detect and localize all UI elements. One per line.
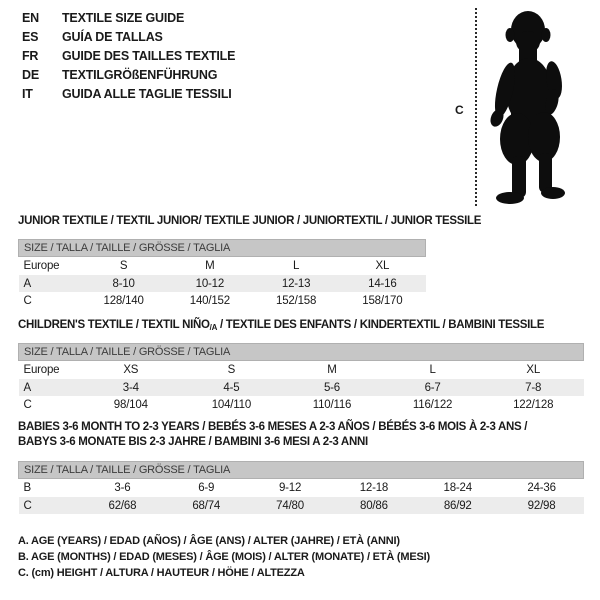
height-cell: 140/152 <box>189 294 230 307</box>
junior-table-title: JUNIOR TEXTILE / TEXTIL JUNIOR/ TEXTILE JUNIOR / JUNIORTEXTIL / JUNIOR TESSILE <box>18 215 482 227</box>
size-cell: L <box>429 364 436 376</box>
age-cell: 3-6 <box>114 482 131 494</box>
age-cell: 12-18 <box>359 482 389 494</box>
language-row <box>22 47 235 66</box>
table-row <box>19 275 426 292</box>
age-cell: 4-5 <box>181 379 282 396</box>
row-label: C <box>19 497 81 514</box>
table-row <box>19 396 584 413</box>
language-row <box>22 85 235 104</box>
babies-table-title <box>18 420 527 450</box>
size-header-bar: SIZE / TALLA / TAILLE / GRÖSSE / TAGLIA <box>19 462 584 479</box>
row-label: A <box>19 275 81 292</box>
language-code: FR <box>22 49 39 63</box>
height-cell: 86/92 <box>416 497 500 514</box>
language-row <box>22 66 235 85</box>
age-cell: 6-9 <box>198 482 215 494</box>
size-cell: M <box>327 364 337 376</box>
height-cell: 80/86 <box>332 497 416 514</box>
size-header-bar: SIZE / TALLA / TAILLE / GRÖSSE / TAGLIA <box>19 240 426 257</box>
childrens-size-table <box>18 343 584 413</box>
row-label: C <box>23 398 32 411</box>
height-cell: 116/122 <box>412 398 453 411</box>
note-age-years: A. AGE (YEARS) / EDAD (AÑOS) / ÂGE (ANS) / ALTER (JAHRE) / ETÀ (ANNI) <box>18 535 400 547</box>
size-header-bar: SIZE / TALLA / TAILLE / GRÖSSE / TAGLIA <box>19 344 584 361</box>
table-row <box>19 361 584 380</box>
size-cell: XL <box>375 260 390 272</box>
age-cell: 18-24 <box>443 482 472 494</box>
height-cell: 122/128 <box>513 398 554 411</box>
row-label: A <box>19 379 81 396</box>
table-row <box>19 257 426 276</box>
row-label: Europe <box>23 364 60 376</box>
height-cell: 74/80 <box>248 497 332 514</box>
childrens-table-title <box>18 319 544 332</box>
height-cell: 152/158 <box>276 294 317 307</box>
height-cell: 68/74 <box>164 497 248 514</box>
language-label: TEXTILE SIZE GUIDE <box>62 11 185 25</box>
row-label: C <box>23 294 32 307</box>
age-cell: 3-4 <box>81 379 182 396</box>
row-label: B <box>23 482 31 494</box>
size-cell: S <box>119 260 128 272</box>
height-cell: 92/98 <box>500 497 584 514</box>
height-measure-label: C <box>455 103 464 117</box>
size-cell: XS <box>123 364 139 376</box>
age-cell: 8-10 <box>81 275 167 292</box>
age-cell: 6-7 <box>382 379 483 396</box>
language-list <box>22 9 235 104</box>
size-cell: M <box>205 260 215 272</box>
language-label: GUÍA DE TALLAS <box>62 30 163 44</box>
title-line: BABYS 3-6 MONATE BIS 2-3 JAHRE / BAMBINI 3-6 MESI A 2-3 ANNI <box>18 436 368 448</box>
title-text: / TEXTILE DES ENFANTS / KINDERTEXTIL / BAMBINI TESSILE <box>217 319 545 331</box>
age-cell: 24-36 <box>527 482 556 494</box>
language-row <box>22 28 235 47</box>
toddler-silhouette-icon <box>483 6 589 208</box>
age-cell: 12-13 <box>253 275 339 292</box>
language-label: GUIDE DES TAILLES TEXTILE <box>62 49 236 63</box>
junior-size-table <box>18 239 426 309</box>
height-cell: 104/110 <box>211 398 252 411</box>
note-height-cm: C. (cm) HEIGHT / ALTURA / HAUTEUR / HÖHE / ALTEZZA <box>18 567 305 579</box>
age-cell: 10-12 <box>167 275 253 292</box>
age-cell: 5-6 <box>282 379 383 396</box>
height-cell: 110/116 <box>312 398 352 411</box>
language-code: ES <box>22 30 39 44</box>
title-line: BABIES 3-6 MONTH TO 2-3 YEARS / BEBÉS 3-6 MESES A 2-3 AÑOS / BÉBÉS 3-6 MOIS À 2-3 ANS / <box>18 421 528 433</box>
language-row <box>22 9 235 28</box>
age-cell: 7-8 <box>483 379 584 396</box>
age-cell: 14-16 <box>339 275 425 292</box>
title-subscript: /A <box>209 323 218 332</box>
language-code: EN <box>22 11 39 25</box>
note-age-months: B. AGE (MONTHS) / EDAD (MESES) / ÂGE (MOIS) / ALTER (MONATE) / ETÀ (MESI) <box>18 551 430 563</box>
age-cell: 9-12 <box>278 482 302 494</box>
babies-size-table <box>18 461 584 514</box>
size-cell: L <box>293 260 300 272</box>
language-code: DE <box>22 68 39 82</box>
legend-notes <box>18 533 430 581</box>
language-label: TEXTILGRÖßENFÜHRUNG <box>62 68 218 82</box>
title-text: CHILDREN'S TEXTILE / TEXTIL NIÑO <box>18 319 210 331</box>
height-cell: 62/68 <box>81 497 165 514</box>
table-row <box>19 292 426 309</box>
height-cell: 158/170 <box>362 294 403 307</box>
language-code: IT <box>22 87 33 101</box>
height-figure <box>450 4 598 210</box>
language-label: GUIDA ALLE TAGLIE TESSILI <box>62 87 232 101</box>
table-row <box>19 497 584 514</box>
height-cell: 98/104 <box>113 398 148 411</box>
table-row <box>19 379 584 396</box>
height-dotted-line <box>475 8 477 206</box>
size-cell: XL <box>526 364 541 376</box>
table-row <box>19 479 584 498</box>
row-label: Europe <box>23 260 60 272</box>
height-cell: 128/140 <box>103 294 144 307</box>
size-cell: S <box>227 364 236 376</box>
